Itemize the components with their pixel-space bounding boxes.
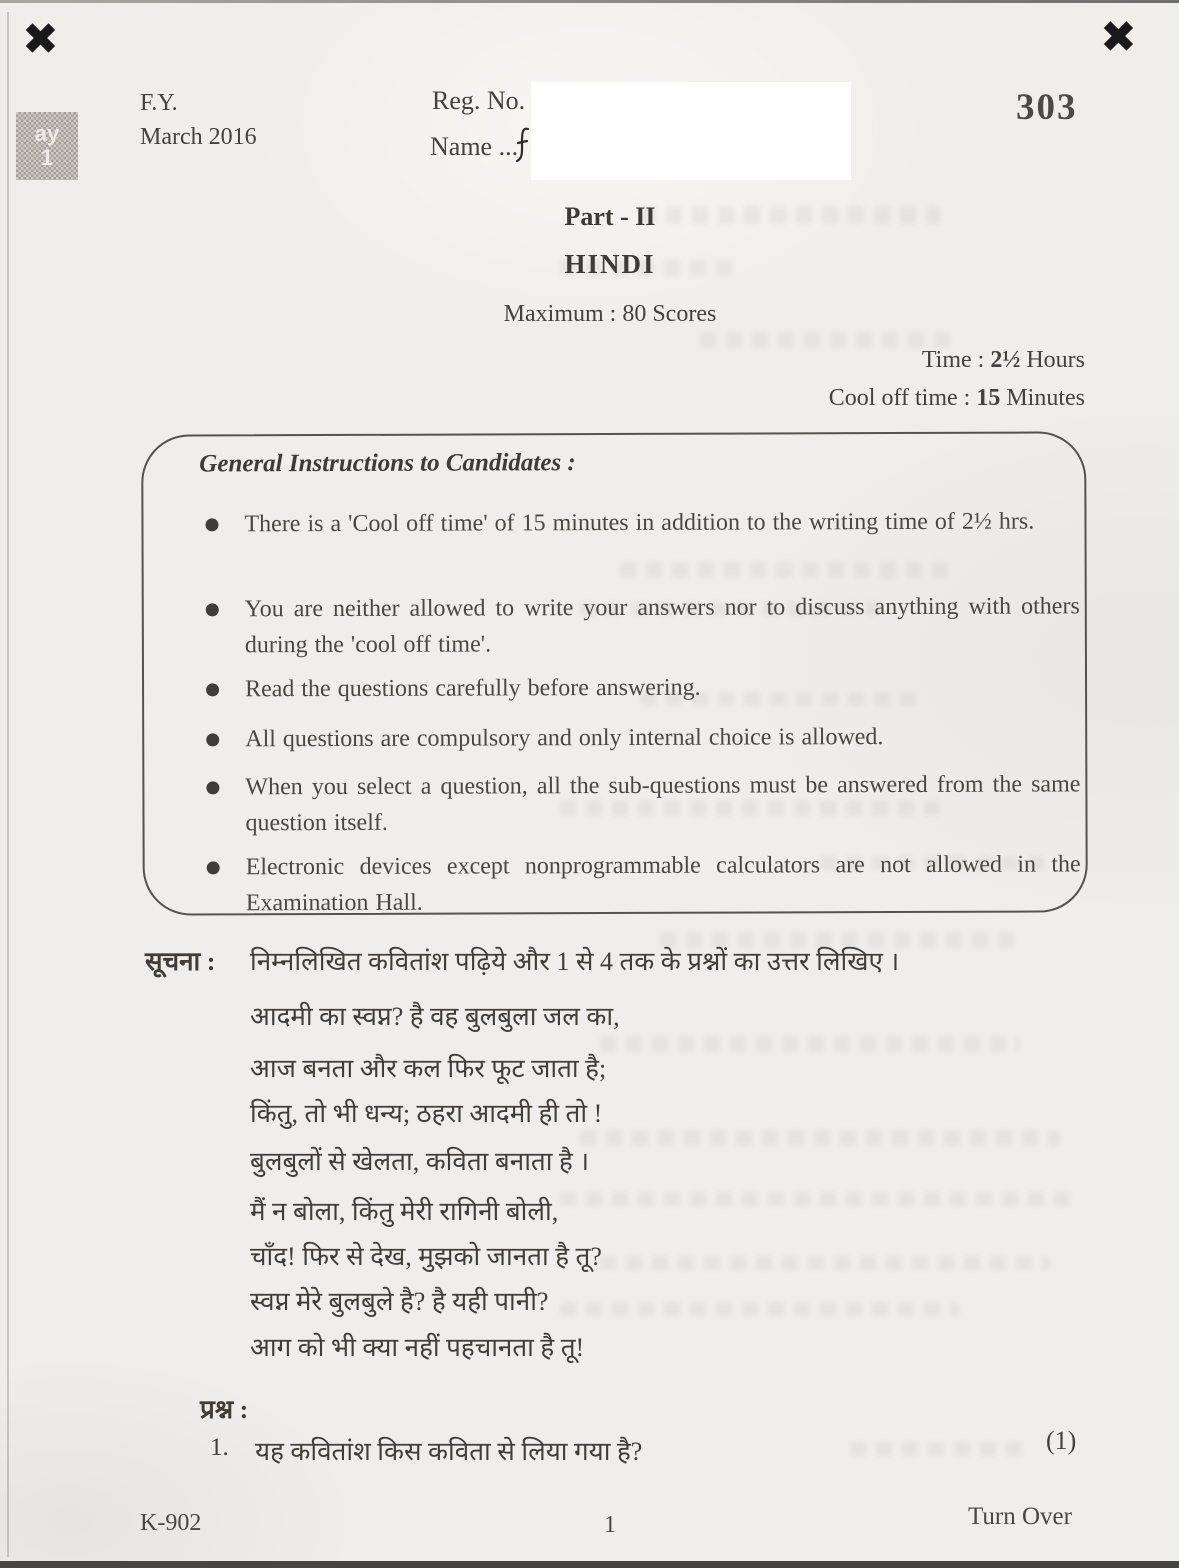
general-instructions-box <box>141 431 1088 915</box>
bleed-through-smudge <box>560 1192 1080 1206</box>
instruction-text: You are neither allowed to write your answers nor to discuss anything with others during the 'cool off time'. <box>244 593 1080 659</box>
redaction-box <box>531 82 851 180</box>
bleed-through-smudge <box>600 1256 1050 1270</box>
cooloff-prefix: Cool off time : <box>828 385 977 411</box>
time-line <box>585 347 1085 374</box>
bullet-icon <box>207 861 220 874</box>
bullet-icon <box>206 781 219 794</box>
notice-label: सूचना : <box>145 947 216 976</box>
bullet-icon <box>206 603 219 616</box>
poem-line: स्वप्न मेरे बुलबुले है? है यही पानी? <box>250 1287 549 1316</box>
bleed-through-smudge <box>700 332 960 348</box>
poem-line: किंतु, तो भी धन्य; ठहरा आदमी ही तो ! <box>250 1099 603 1128</box>
poem-line: आदमी का स्वप्न? है वह बुलबुला जल का, <box>250 1002 620 1031</box>
part-title: Part - II <box>564 202 656 231</box>
bleed-through-smudge <box>660 932 1020 948</box>
bleed-through-smudge <box>640 692 920 706</box>
question-paper-code: 303 <box>1016 87 1078 128</box>
instruction-text: Electronic devices except nonprogrammable calculators are not allowed in the Examination Hall. <box>245 851 1081 917</box>
bleed-through-smudge <box>620 562 950 578</box>
day-stamp-line2: 1 <box>40 145 54 170</box>
cooloff-line <box>585 385 1085 412</box>
notice-text: निम्नलिखित कवितांश पढ़िये और 1 से 4 तक के प्रश्नों का उत्तर लिखिए । <box>250 947 900 976</box>
poem-line: आज बनता और कल फिर फूट जाता है; <box>250 1054 607 1083</box>
instruction-item <box>206 588 1080 663</box>
bullet-icon <box>206 733 219 746</box>
bleed-through-smudge <box>580 602 880 616</box>
bleed-through-smudge <box>560 800 940 816</box>
bleed-through-smudge <box>640 206 940 224</box>
question-text: यह कवितांश किस कविता से लिया गया है? <box>255 1437 643 1466</box>
instructions-title: General Instructions to Candidates : <box>199 449 576 478</box>
instruction-item <box>205 503 1079 542</box>
bullet-icon <box>206 683 219 696</box>
instruction-text: There is a 'Cool off time' of 15 minutes in addition to the writing time of 2½ hrs. <box>244 508 1035 538</box>
instruction-text: All questions are compulsory and only internal choice is allowed. <box>245 724 884 753</box>
time-value: 2½ <box>990 347 1021 373</box>
footer-turn-over: Turn Over <box>968 1503 1072 1530</box>
reg-no-label: Reg. No. <box>432 86 526 115</box>
bleed-through-smudge <box>600 1036 1020 1052</box>
scan-top-edge <box>0 0 1179 3</box>
bleed-through-smudge <box>850 1442 1030 1456</box>
time-prefix: Time : <box>921 347 991 373</box>
name-label: Name ... <box>430 132 519 161</box>
bleed-through-smudge <box>820 856 1050 870</box>
question-number: 1. <box>210 1434 229 1461</box>
footer-page-number: 1 <box>604 1512 616 1538</box>
cooloff-value: 15 <box>976 385 1001 411</box>
cut-mark-icon: ✖ <box>22 14 59 65</box>
handwritten-name-fragment <box>515 126 531 164</box>
bleed-through-smudge <box>580 1130 1060 1146</box>
scan-left-edge <box>7 12 9 1557</box>
question-section-header: प्रश्न : <box>200 1395 249 1424</box>
poem-line: मैं न बोला, किंतु मेरी रागिनी बोली, <box>250 1197 559 1226</box>
poem-line: चाँद! फिर से देख, मुझको जानता है तू? <box>250 1242 602 1271</box>
day-stamp-line1: ay <box>34 121 60 146</box>
instruction-text: Read the questions carefully before answering. <box>245 674 701 703</box>
bleed-through-smudge <box>560 260 740 276</box>
subject-title: HINDI <box>564 249 656 279</box>
exam-session: F.Y. <box>140 90 178 116</box>
poem-line: बुलबुलों से खेलता, कविता बनाता है । <box>250 1147 590 1176</box>
day-stamp <box>16 112 78 180</box>
time-suffix: Hours <box>1020 347 1085 373</box>
footer-paper-code: K-902 <box>140 1510 202 1536</box>
cooloff-suffix: Minutes <box>1000 385 1085 411</box>
cut-mark-icon: ✖ <box>1100 12 1137 63</box>
max-scores: Maximum : 80 Scores <box>503 301 717 327</box>
exam-month-year: March 2016 <box>140 124 257 150</box>
scan-bottom-edge <box>0 1561 1179 1568</box>
question-marks: (1) <box>1046 1426 1077 1455</box>
instruction-item <box>206 718 1080 757</box>
poem-line: आग को भी क्या नहीं पहचानता है तू! <box>250 1333 585 1362</box>
bleed-through-smudge <box>560 1302 960 1316</box>
instruction-text: When you select a question, all the sub-questions must be answered from the same question itself. <box>245 771 1081 837</box>
bullet-icon <box>205 518 218 531</box>
